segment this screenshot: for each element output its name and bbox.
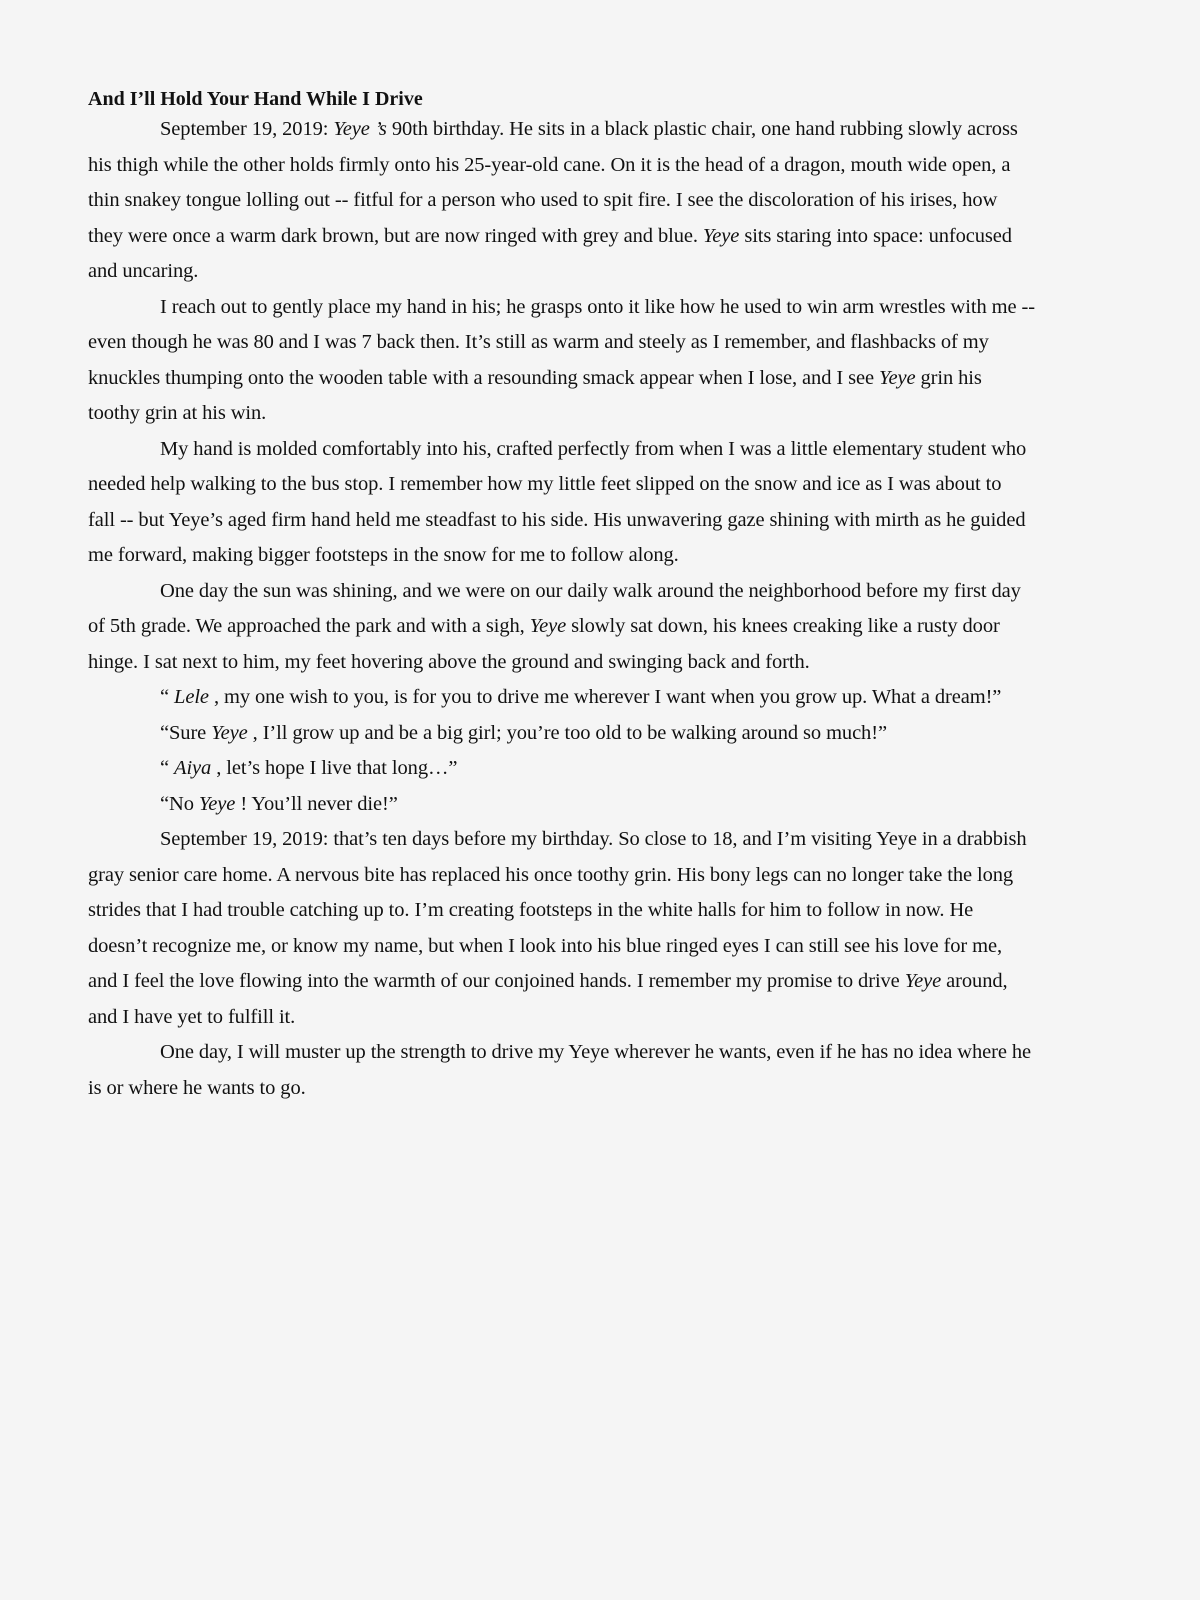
text-line: toothy grin at his win.	[88, 402, 267, 424]
word-aiya: Aiya	[174, 757, 212, 779]
paragraph-bus-stop	[88, 432, 1116, 574]
text-line: gray senior care home. A nervous bite has replaced his once toothy grin. His bony legs can no longer take the long	[88, 863, 1014, 886]
text-line: strides that I had trouble catching up to. I’m creating footsteps in the white halls for him to follow in now. He	[88, 899, 974, 921]
text-line: My hand is molded comfortably into his, crafted perfectly from when I was a little elementary student who	[160, 437, 1027, 460]
text-line: thin snakey tongue lolling out -- fitful for a person who used to spit fire. I see the discoloration of his irises, how	[88, 189, 998, 211]
dialogue-line-4: “No Yeye ! You’ll never die!”	[160, 792, 398, 815]
document-body	[88, 112, 1116, 1106]
text-line: of 5th grade. We approached the park and with a sigh, Yeye slowly sat down, his knees creaking like a rusty door	[88, 615, 1000, 637]
name-yeye: Yeye	[529, 615, 567, 637]
paragraph-closing	[88, 1035, 1116, 1106]
dialogue-line-2: “Sure Yeye , I’ll grow up and be a big girl; you’re too old to be walking around so much!”	[160, 721, 887, 744]
text-line: hinge. I sat next to him, my feet hovering above the ground and swinging back and forth.	[88, 650, 810, 673]
paragraph-park	[88, 574, 1116, 681]
text-line: September 19, 2019: that’s ten days before my birthday. So close to 18, and I’m visiting Yeye in a drabbish	[160, 828, 1027, 850]
text-line: and uncaring.	[88, 260, 199, 282]
paragraph-birthday	[88, 112, 1116, 290]
name-yeye: Yeye	[333, 118, 370, 140]
name-yeye: Yeye	[879, 366, 916, 389]
paragraph-care-home	[88, 822, 1116, 1035]
text-line: and I feel the love flowing into the warmth of our conjoined hands. I remember my promise to drive Yeye around,	[88, 970, 1008, 992]
text-line: fall -- but Yeye’s aged firm hand held me steadfast to his side. His unwavering gaze shining with mirth as he guided	[88, 508, 1026, 531]
name-yeye: Yeye	[702, 224, 740, 247]
dialogue-line-3: “ Aiya , let’s hope I live that long…”	[160, 757, 458, 779]
text-line: I reach out to gently place my hand in his; he grasps onto it like how he used to win arm wrestles with me --	[160, 295, 1035, 318]
name-yeye: Yeye	[211, 721, 248, 744]
text-line: One day, I will muster up the strength to drive my Yeye wherever he wants, even if he has no idea where he	[160, 1041, 1032, 1063]
name-yeye: Yeye	[198, 792, 236, 815]
document-title: And I’ll Hold Your Hand While I Drive	[88, 88, 423, 110]
text-line: they were once a warm dark brown, but are now ringed with grey and blue. Yeye sits staring into space: unfocused	[88, 224, 1012, 247]
name-yeye: Yeye	[904, 970, 942, 992]
name-lele: Lele	[174, 686, 209, 708]
dialogue-line-1: “ Lele , my one wish to you, is for you to drive me wherever I want when you grow up. What a dream!”	[160, 686, 1002, 708]
text-line: One day the sun was shining, and we were on our daily walk around the neighborhood before my first day	[160, 579, 1021, 602]
paragraph-hand	[88, 290, 1116, 432]
text-line: me forward, making bigger footsteps in the snow for me to follow along.	[88, 544, 679, 566]
text-line: September 19, 2019: Yeye ’s 90th birthday. He sits in a black plastic chair, one hand rubbing slowly across	[160, 118, 1018, 140]
text-line: is or where he wants to go.	[88, 1076, 306, 1099]
text-line: and I have yet to fulfill it.	[88, 1005, 296, 1028]
text-line: his thigh while the other holds firmly onto his 25-year-old cane. On it is the head of a dragon, mouth wide open, a	[88, 153, 1011, 176]
text-line: needed help walking to the bus stop. I remember how my little feet slipped on the snow and ice as I was about to	[88, 473, 1002, 495]
document-page	[88, 86, 1116, 1106]
text-line: knuckles thumping onto the wooden table with a resounding smack appear when I lose, and I see Yeye grin his	[88, 366, 982, 389]
text-line: even though he was 80 and I was 7 back then. It’s still as warm and steely as I remember, and flashbacks of my	[88, 331, 989, 353]
text-line: doesn’t recognize me, or know my name, but when I look into his blue ringed eyes I can still see his love for me,	[88, 934, 1003, 957]
